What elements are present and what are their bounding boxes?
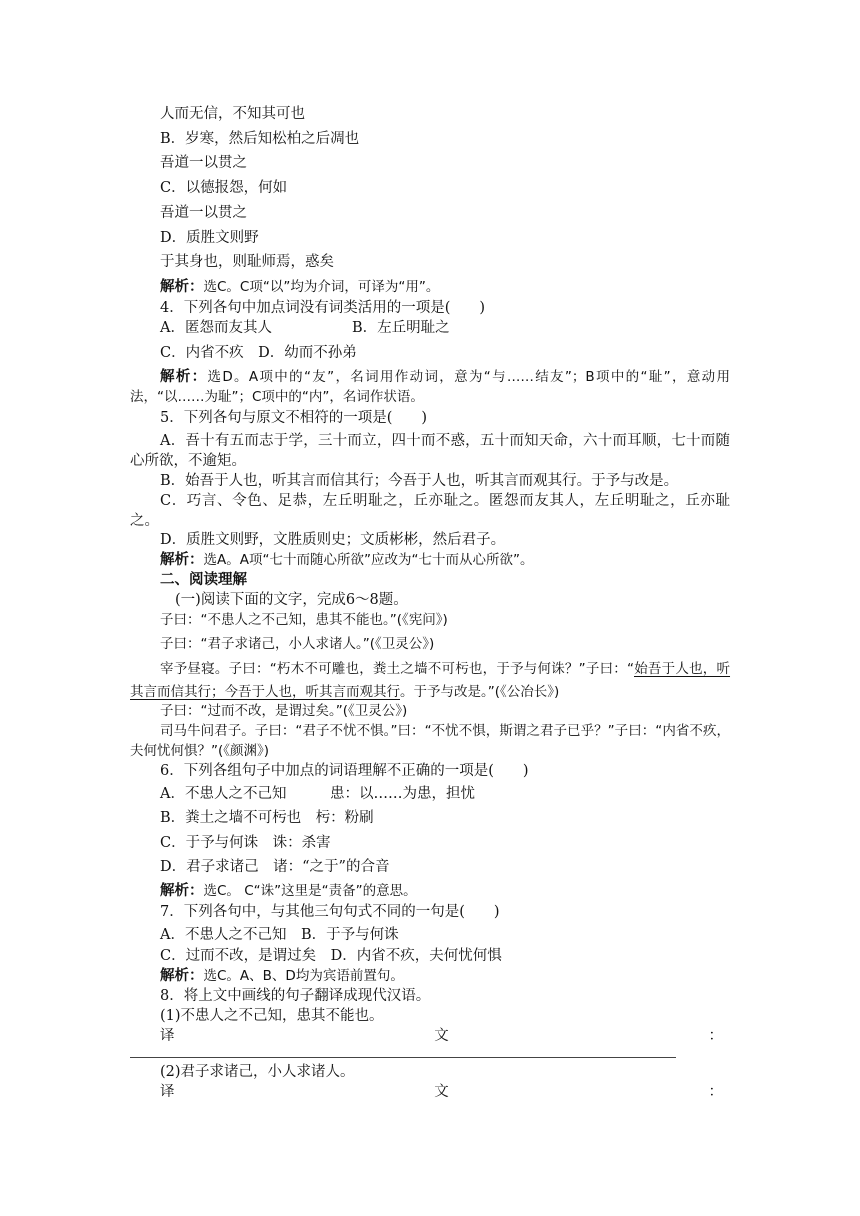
answer-text: 选C。A、B、D均为宾语前置句。 xyxy=(203,968,404,984)
answer-label: 解析： xyxy=(160,882,204,899)
question-4-stem: 4．下列各句中加点词没有词类活用的一项是( ) xyxy=(160,300,486,316)
option-c: C．以德报怨，何如 xyxy=(160,180,288,196)
answer-7 xyxy=(160,966,404,986)
answer-3 xyxy=(160,277,439,297)
option-b: B．岁寒，然后知松柏之后凋也 xyxy=(160,131,360,147)
question-5-stem: 5．下列各句与原文不相符的一项是( ) xyxy=(160,410,428,426)
translation-colon: ： xyxy=(708,1084,723,1100)
question-8-sentence-1: (1)不患人之不己知，患其不能也。 xyxy=(160,1008,384,1024)
question-6-option-b: B．粪土之墙不可杇也 杇：粉刷 xyxy=(160,810,374,826)
answer-4 xyxy=(130,367,730,407)
question-8-stem: 8．将上文中画线的句子翻译成现代汉语。 xyxy=(160,988,431,1004)
answer-text: 选C。C项“以”均为介词，可译为“用”。 xyxy=(203,279,440,295)
option-line: 吾道一以贯之 xyxy=(160,155,247,171)
underlined-sentence: 始吾于人也，听其言而信其行；今吾于人也，听其言而观其行 xyxy=(130,661,731,700)
answer-text: 选A。A项“七十而随心所欲”应改为“七十而从心所欲”。 xyxy=(203,552,534,568)
passage-paragraph: 子曰：“不患人之不己知，患其不能也。”(《宪问》) xyxy=(160,612,448,628)
section-heading: 二、阅读理解 xyxy=(160,571,247,588)
translation-label-yi: 译 xyxy=(160,1084,175,1100)
answer-text: 选C。 C“诛”这里是“责备”的意思。 xyxy=(203,883,417,899)
option-line: 于其身也，则耻师焉，惑矣 xyxy=(160,254,334,270)
translation-label-wen: 文 xyxy=(434,1028,449,1044)
question-5-option-a: A．吾十有五而志于学，三十而立，四十而不惑，五十而知天命，六十而耳顺，七十而随心所欲，不逾矩。 xyxy=(130,433,730,469)
option-line: 吾道一以贯之 xyxy=(160,205,247,221)
question-6-option-d: D．君子求诸己 诸：“之于”的合音 xyxy=(160,859,390,875)
question-4-option-a: A．匿怨而友其人 xyxy=(160,320,272,336)
passage-paragraph xyxy=(130,658,730,704)
question-7-stem: 7．下列各句中，与其他三句句式不同的一句是( ) xyxy=(160,904,500,920)
option-line: 人而无信，不知其可也 xyxy=(160,106,305,122)
reading-intro: (一)阅读下面的文字，完成6～8题。 xyxy=(175,592,408,608)
passage-paragraph: 子曰：“君子求诸己，小人求诸人。”(《卫灵公》) xyxy=(160,636,435,652)
answer-label: 解析： xyxy=(160,551,204,568)
question-6-stem: 6．下列各组句子中加点的词语理解不正确的一项是( ) xyxy=(160,763,529,779)
translation-answer-line xyxy=(160,1026,723,1046)
answer-6 xyxy=(160,881,417,901)
passage-paragraph: 司马牛问君子。子曰：“君子不忧不惧。”曰：“不忧不惧，斯谓之君子已乎？”子曰：“内省不疚，夫何忧何惧？”(《颜渊》) xyxy=(130,723,730,759)
answer-blank-line xyxy=(130,1057,676,1058)
question-5-option-d: D．质胜文则野，文胜质则史；文质彬彬，然后君子。 xyxy=(160,532,506,548)
option-d: D．质胜文则野 xyxy=(160,230,259,246)
question-6-option-c: C．于予与何诛 诛：杀害 xyxy=(160,835,331,851)
question-6-option-a: A．不患人之不己知 患：以……为患，担忧 xyxy=(160,786,475,802)
answer-label: 解析： xyxy=(160,278,204,295)
question-5-option-b: B．始吾于人也，听其言而信其行；今吾于人也，听其言而观其行。于予与改是。 xyxy=(160,473,679,489)
answer-label: 解析： xyxy=(160,368,208,385)
translation-label-yi: 译 xyxy=(160,1028,175,1044)
question-5-option-c: C．巧言、令色、足恭，左丘明耻之，丘亦耻之。匿怨而友其人，左丘明耻之，丘亦耻之。 xyxy=(130,493,730,529)
translation-label-wen: 文 xyxy=(434,1084,449,1100)
question-4-option-b: B．左丘明耻之 xyxy=(352,320,450,336)
question-7-options-ab: A．不患人之不己知 B．于予与何诛 xyxy=(160,927,399,943)
translation-colon: ： xyxy=(708,1028,723,1044)
answer-label: 解析： xyxy=(160,967,204,984)
translation-answer-line xyxy=(160,1082,723,1102)
answer-text: 选D。A项中的“友”，名词用作动词，意为“与……结友”；B项中的“耻”，意动用法，“以……为耻”；C项中的“内”，名词作状语。 xyxy=(130,369,730,405)
question-7-options-cd: C．过而不改，是谓过矣 D．内省不疚，夫何忧何惧 xyxy=(160,948,502,964)
passage-text: 宰予昼寝。子曰：“朽木不可雕也，粪土之墙不可杇也，于予与何诛？”子曰：“ xyxy=(160,661,634,677)
question-4-option-cd: C．内省不疚 D．幼而不孙弟 xyxy=(160,345,357,361)
passage-paragraph: 子曰：“过而不改，是谓过矣。”(《卫灵公》) xyxy=(160,703,408,719)
passage-text: 。于予与改是。”(《公冶长》) xyxy=(400,684,560,700)
answer-5 xyxy=(160,550,533,570)
question-8-sentence-2: (2)君子求诸己，小人求诸人。 xyxy=(160,1064,355,1080)
